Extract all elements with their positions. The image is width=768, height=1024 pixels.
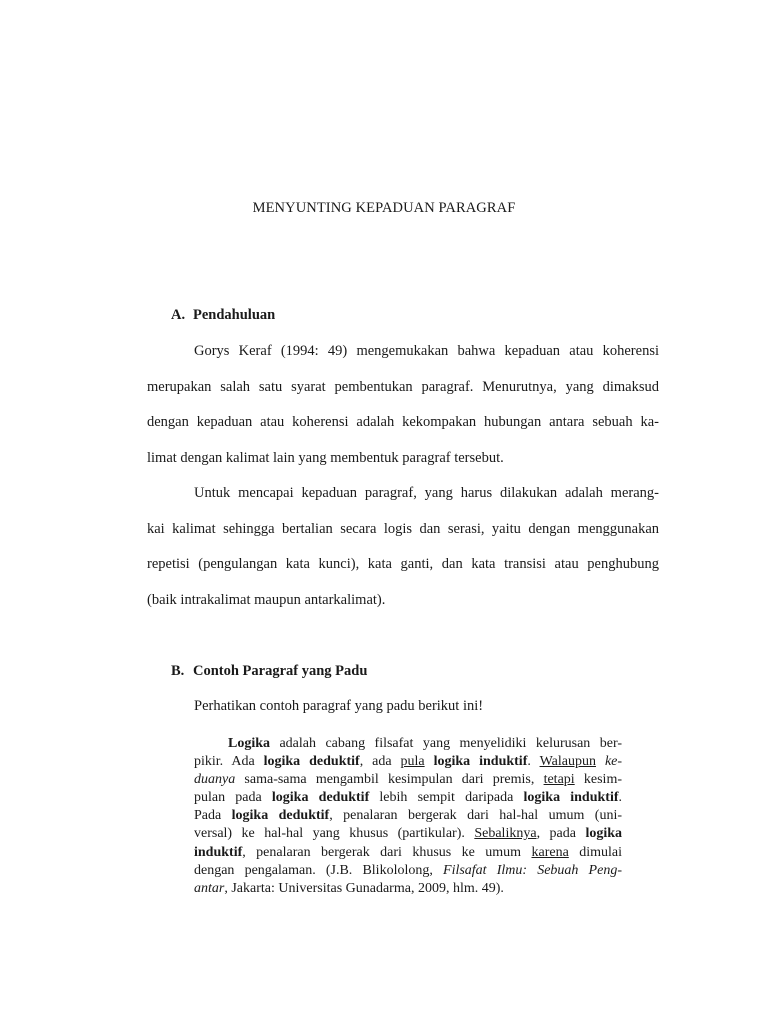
paragraph-line: Untuk mencapai kepaduan paragraf, yang harus dilakukan adalah merang- <box>194 485 659 501</box>
quote-line: pulan pada logika deduktif lebih sempit daripada logika induktif. <box>194 790 622 806</box>
paragraph-line: dengan kepaduan atau koherensi adalah kekompakan hubungan antara sebuah ka- <box>147 414 659 430</box>
section-a-title: Pendahuluan <box>193 307 276 323</box>
example-paragraph <box>194 735 622 898</box>
paragraph-line: limat dengan kalimat lain yang membentuk paragraf tersebut. <box>147 450 504 466</box>
paragraph-line: kai kalimat sehingga bertalian secara logis dan serasi, yaitu dengan menggunakan <box>147 521 659 537</box>
paragraph-line: merupakan salah satu syarat pembentukan paragraf. Menurutnya, yang dimaksud <box>147 379 659 395</box>
quote-line: dengan pengalaman. (J.B. Blikololong, Filsafat Ilmu: Sebuah Peng- <box>194 862 622 878</box>
section-b-number: B. <box>171 663 185 679</box>
page-title: MENYUNTING KEPADUAN PARAGRAF <box>252 200 516 216</box>
quote-line: pikir. Ada logika deduktif, ada pula logika induktif. Walaupun ke- <box>194 754 623 770</box>
intro-sentence: Perhatikan contoh paragraf yang padu berikut ini! <box>194 698 484 714</box>
paragraph-line: repetisi (pengulangan kata kunci), kata ganti, dan kata transisi atau penghubung <box>147 556 659 572</box>
paragraph-line: Gorys Keraf (1994: 49) mengemukakan bahwa kepaduan atau koherensi <box>194 343 659 359</box>
section-b-heading <box>171 663 367 680</box>
section-b-title: Contoh Paragraf yang Padu <box>193 663 368 679</box>
quote-line: Logika adalah cabang filsafat yang menyelidiki kelurusan ber- <box>228 736 622 751</box>
paragraph-line: (baik intrakalimat maupun antarkalimat). <box>147 592 386 608</box>
quote-line: antar, Jakarta: Universitas Gunadarma, 2009, hlm. 49). <box>194 880 504 896</box>
section-a-number: A. <box>171 307 186 323</box>
quote-line: Pada logika deduktif, penalaran bergerak dari hal-hal umum (uni- <box>194 808 622 824</box>
quote-line: induktif, penalaran bergerak dari khusus ke umum karena dimulai <box>194 844 622 860</box>
quote-line: duanya sama-sama mengambil kesimpulan dari premis, tetapi kesim- <box>194 772 623 788</box>
quote-line: versal) ke hal-hal yang khusus (partikular). Sebaliknya, pada logika <box>194 826 623 842</box>
section-a-heading <box>171 307 275 324</box>
